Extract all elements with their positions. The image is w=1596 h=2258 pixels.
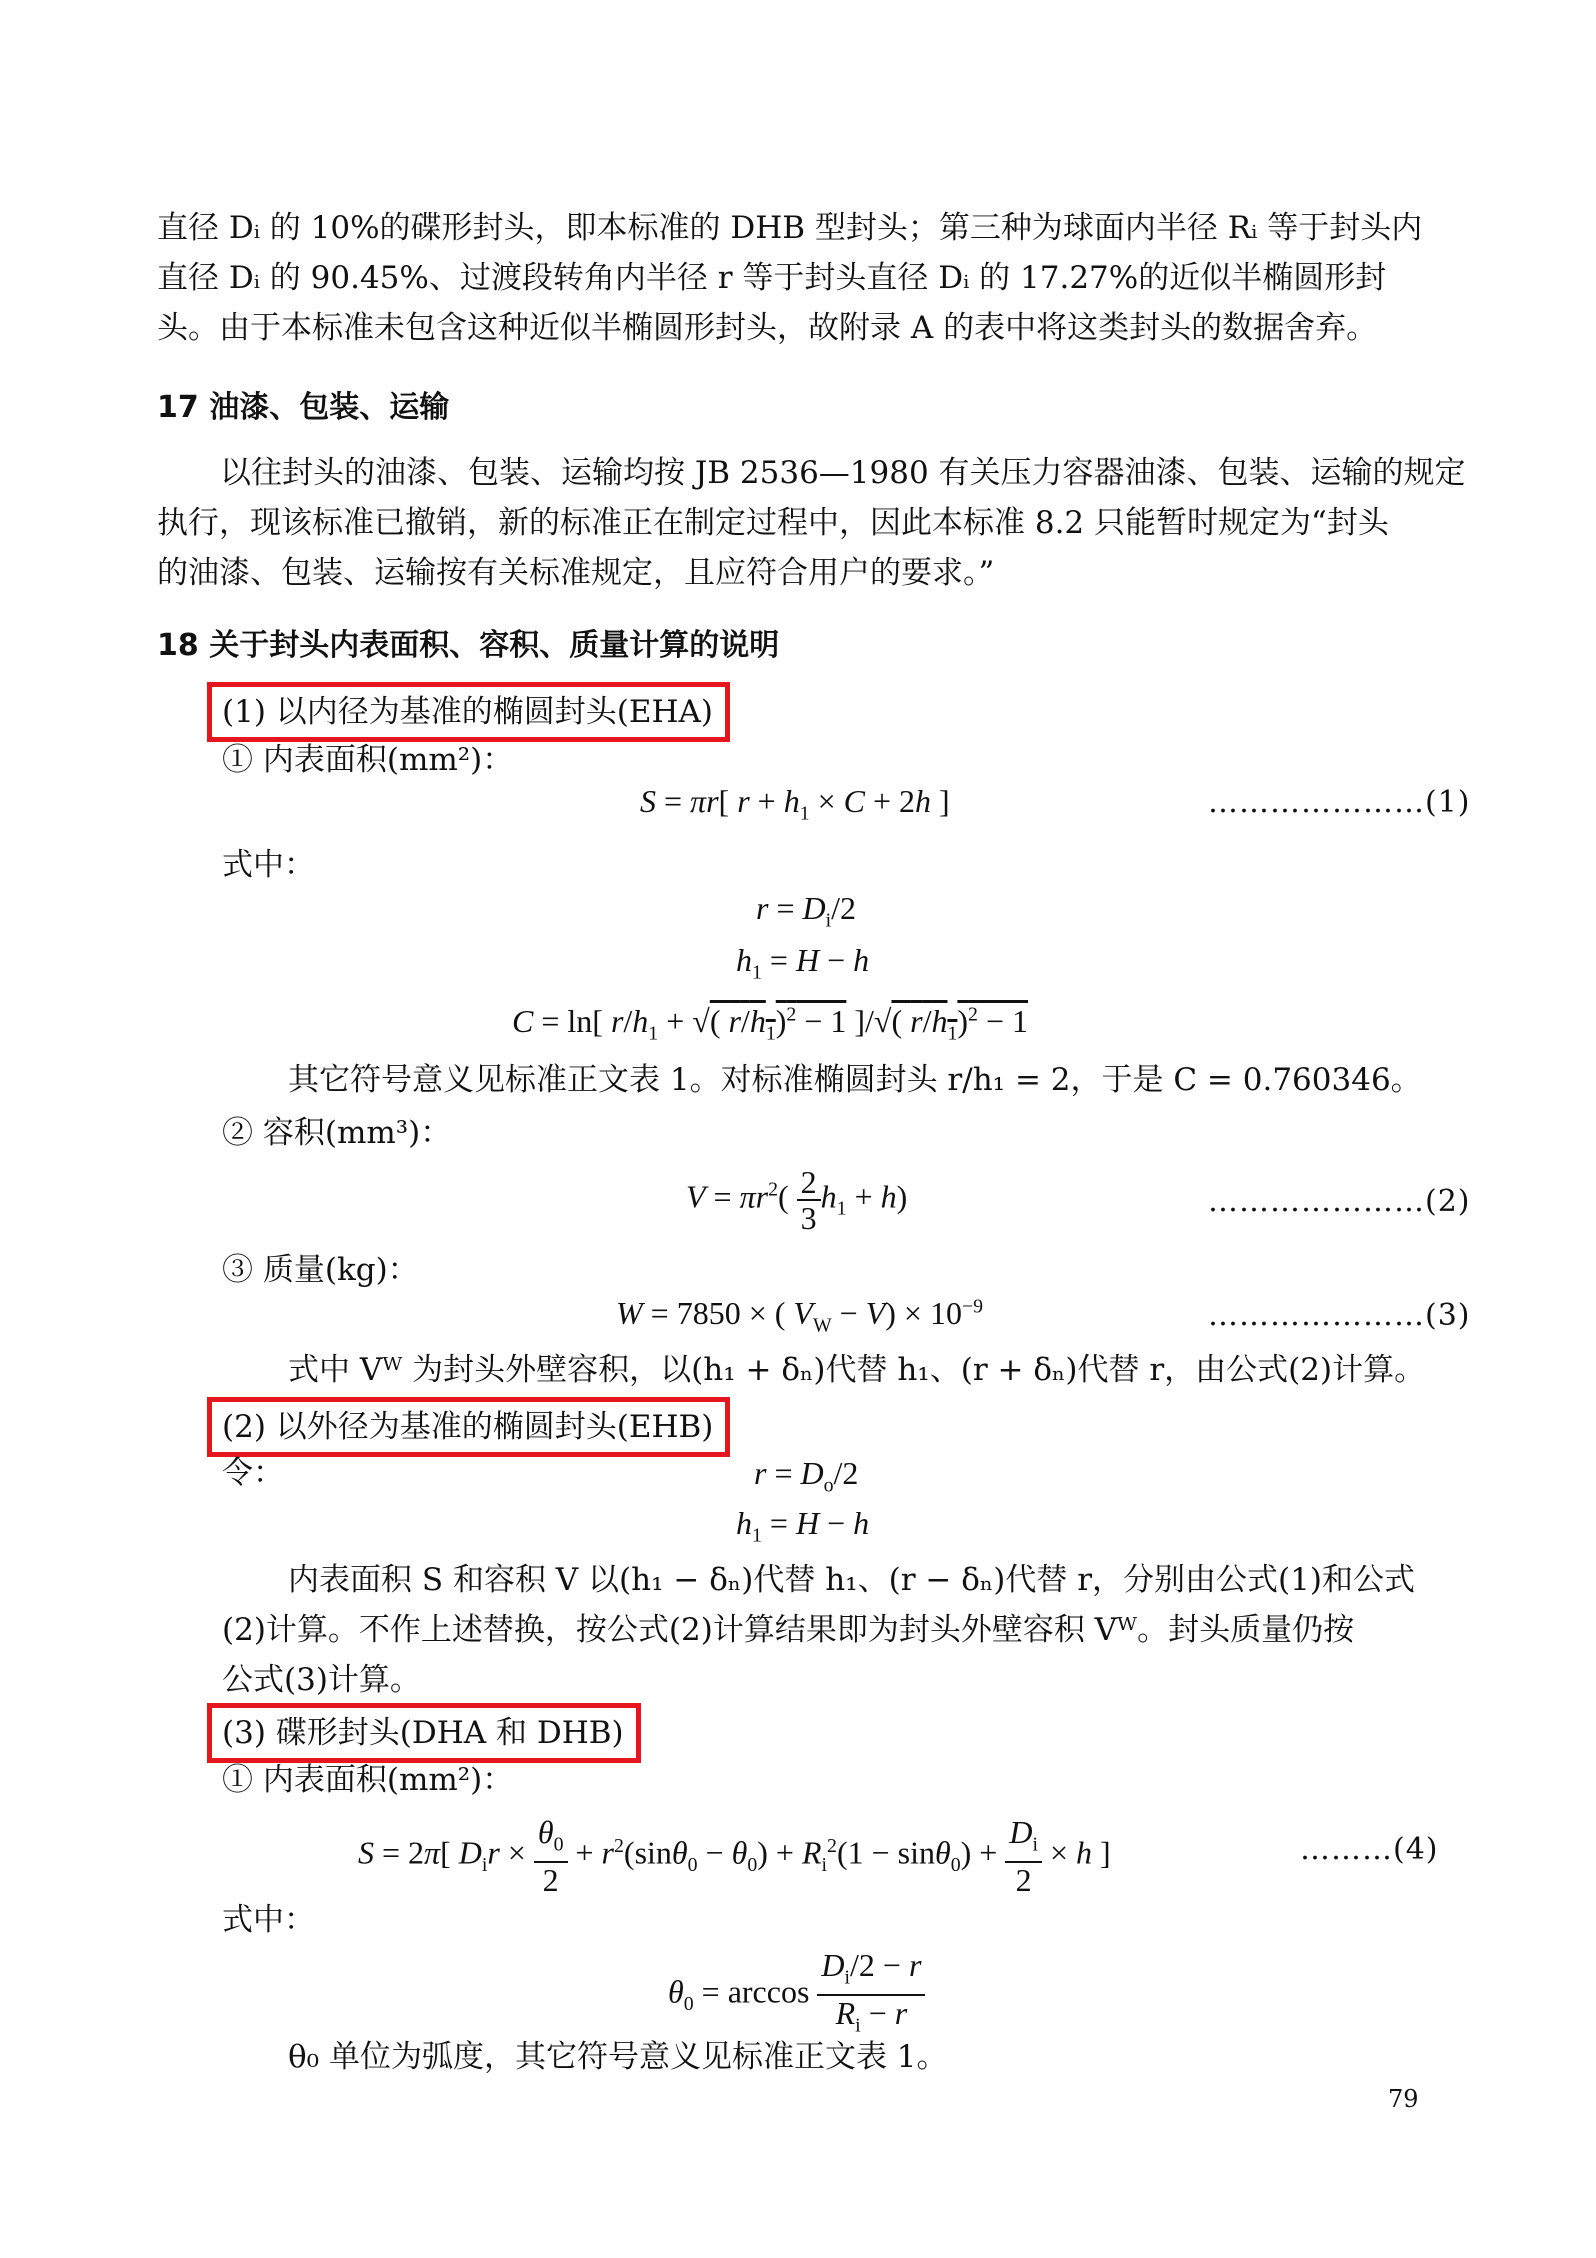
equation-h1: $h_1 = H - h$ (736, 942, 870, 984)
paragraph-line: 以往封头的油漆、包装、运输均按 JB 2536—1980 有关压力容器油漆、包装、运输的规定 (220, 455, 1466, 491)
where-label: 式中： (222, 847, 315, 883)
item-mass: ③ 质量(kg)： (222, 1252, 419, 1288)
paragraph-line: 式中 Vᵂ 为封头外壁容积，以(h₁ + δₙ)代替 h₁、(r + δₙ)代替 r，由公式(2)计算。 (288, 1352, 1426, 1388)
equation-c: C = ln[ $r/h_1$ + √( $r/h_1)^2 - 1$ ]/√( $r/h_1)^2 - 1$ (512, 1003, 1029, 1045)
paragraph-line: 直径 Dᵢ 的 90.45%、过渡段转角内半径 r 等于封头直径 Dᵢ 的 17.27%的近似半椭圆形封 (157, 260, 1387, 296)
equation-3: W = 7850 × ( $V_W - V) \times 10^{-9}$ (616, 1295, 984, 1337)
equation-theta0: $\theta_0 = \arccos$ $\frac{D_i/2 - r}{R_i - r}$ (668, 1948, 925, 2043)
boxed-heading-ehb: (2) 以外径为基准的椭圆封头(EHB) (207, 1397, 730, 1457)
equation-1: S = πr[ $r + h_1 \times C + 2h$ ] (640, 783, 950, 825)
section-heading-17: 17 油漆、包装、运输 (157, 390, 450, 425)
page-number: 79 (1388, 2085, 1419, 2113)
paragraph-line: 执行，现该标准已撤销，新的标准正在制定过程中，因此本标准 8.2 只能暂时规定为“封头 (157, 505, 1389, 541)
item-volume: ② 容积(mm³)： (222, 1115, 452, 1151)
equation-number-1: …………………(1) (1208, 785, 1471, 820)
equation-number-4: ………(4) (1300, 1832, 1439, 1867)
equation-number-3: …………………(3) (1208, 1298, 1471, 1333)
equation-r: $r = D_i/2$ (756, 890, 857, 932)
let-label: 令： (222, 1455, 284, 1491)
where-label: 式中： (222, 1902, 315, 1938)
equation-2: $V = \pi r^2$( $\frac{2}{3}$ $h_1 + h$) (686, 1164, 908, 1236)
equation-number-2: …………………(2) (1208, 1184, 1471, 1219)
item-inner-area: ① 内表面积(mm²)： (222, 742, 514, 778)
paragraph-line: θ₀ 单位为弧度，其它符号意义见标准正文表 1。 (288, 2039, 948, 2075)
paragraph-line: 内表面积 S 和容积 V 以(h₁ − δₙ)代替 h₁、(r − δₙ)代替 r，分别由公式(1)和公式 (288, 1562, 1415, 1598)
boxed-heading-dha-dhb: (3) 碟形封头(DHA 和 DHB) (207, 1703, 641, 1763)
paragraph-line: 的油漆、包装、运输按有关标准规定，且应符合用户的要求。” (157, 555, 995, 591)
equation-4: S = 2π[ $D_ir$ × $\frac{\theta_0}{2}$ + $r^2(\sin\theta_0 - \theta_0) + R_i^2(1 - \sin\theta_0)$ + $\frac{D_i}{2}$ × h ] (358, 1814, 1111, 1899)
paragraph-line: 直径 Dᵢ 的 10%的碟形封头，即本标准的 DHB 型封头；第三种为球面内半径 Rᵢ 等于封头内 (157, 210, 1423, 246)
paragraph-line: 公式(3)计算。 (222, 1662, 421, 1698)
equation-r-outer: $r = D_o/2$ (754, 1455, 859, 1497)
boxed-heading-eha: (1) 以内径为基准的椭圆封头(EHA) (207, 682, 730, 742)
paragraph-line: (2)计算。不作上述替换，按公式(2)计算结果即为封头外壁容积 Vᵂ。封头质量仍按 (222, 1612, 1355, 1648)
equation-h1-outer: $h_1 = H - h$ (736, 1505, 870, 1547)
section-heading-18: 18 关于封头内表面积、容积、质量计算的说明 (157, 628, 780, 663)
paragraph-line: 头。由于本标准未包含这种近似半椭圆形封头，故附录 A 的表中将这类封头的数据舍弃。 (157, 310, 1378, 346)
paragraph-line: 其它符号意义见标准正文表 1。对标准椭圆封头 r/h₁ = 2，于是 C = 0.760346。 (288, 1062, 1422, 1098)
item-inner-area: ① 内表面积(mm²)： (222, 1762, 514, 1798)
